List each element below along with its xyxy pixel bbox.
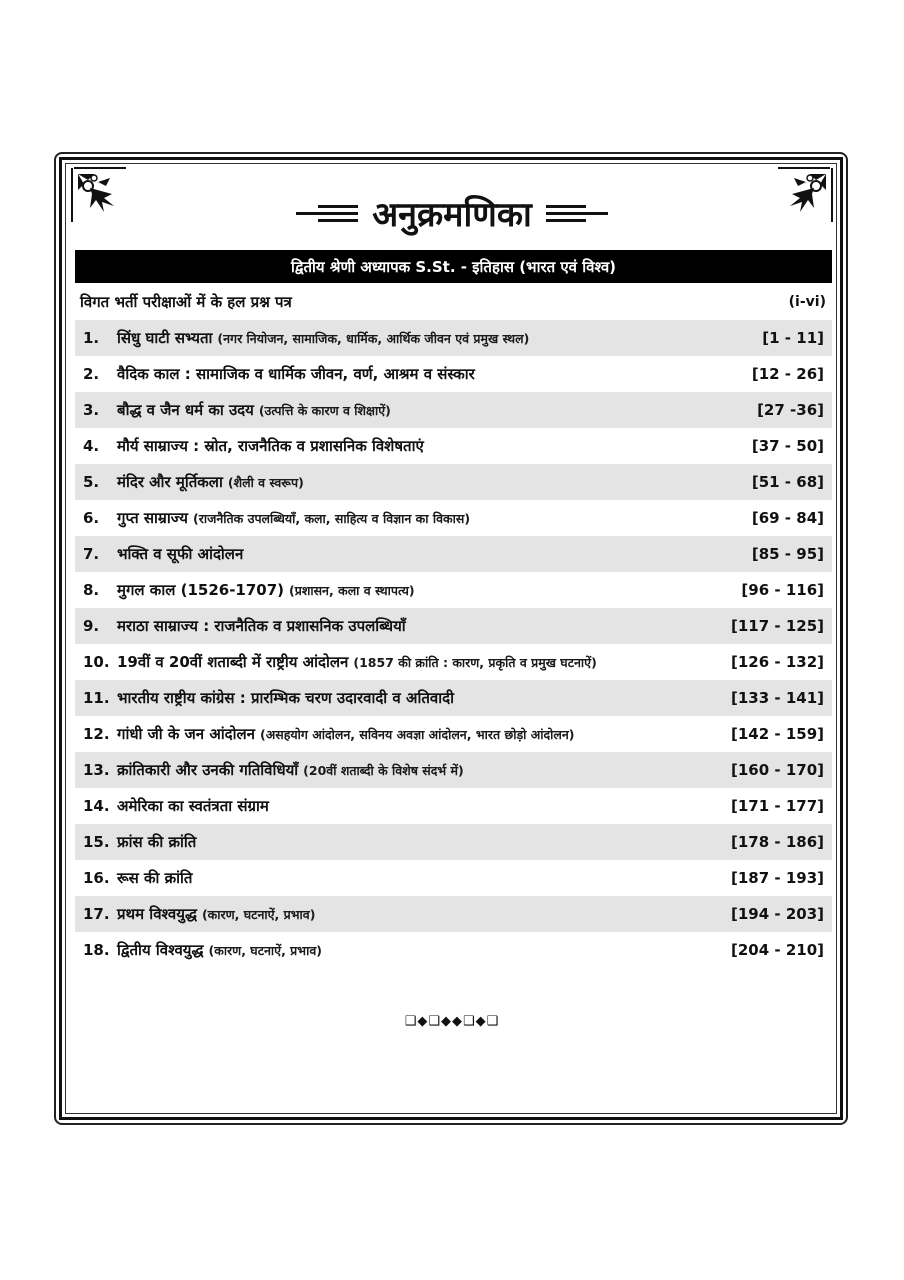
chapter-number: 17. bbox=[83, 905, 110, 923]
chapter-number: 1. bbox=[83, 329, 100, 347]
chapter-number: 18. bbox=[83, 941, 110, 959]
chapter-title: मंदिर और मूर्तिकला bbox=[117, 473, 223, 491]
chapter-number: 4. bbox=[83, 437, 100, 455]
toc-row[interactable] bbox=[75, 356, 832, 392]
chapter-subtitle: (1857 की क्रांति : कारण, प्रकृति व प्रमुख घटनाऐं) bbox=[353, 654, 597, 670]
chapter-title: गांधी जी के जन आंदोलन bbox=[117, 725, 255, 743]
previous-papers-pages: (i-vi) bbox=[788, 294, 826, 310]
toc-row[interactable] bbox=[75, 536, 832, 572]
chapter-pages: [51 - 68] bbox=[751, 473, 824, 491]
page-title-block bbox=[0, 188, 904, 238]
chapter-pages: [12 - 26] bbox=[751, 365, 824, 383]
subject-banner: द्वितीय श्रेणी अध्यापक S.St. - इतिहास (भारत एवं विश्व) bbox=[75, 250, 832, 283]
chapter-title: 19वीं व 20वीं शताब्दी में राष्ट्रीय आंदोलन bbox=[117, 653, 349, 671]
end-ornament: ❑◆❑◆◆❑◆❑ bbox=[404, 1014, 500, 1029]
chapter-number: 14. bbox=[83, 797, 110, 815]
toc-row[interactable] bbox=[75, 680, 832, 716]
title-left-rules bbox=[296, 205, 358, 222]
chapter-subtitle: (कारण, घटनाऐं, प्रभाव) bbox=[208, 942, 322, 958]
title-right-rules bbox=[546, 205, 608, 222]
chapter-title: मौर्य साम्राज्य : स्रोत, राजनैतिक व प्रशासनिक विशेषताएं bbox=[117, 437, 424, 455]
chapter-number: 9. bbox=[83, 617, 100, 635]
toc-row[interactable] bbox=[75, 716, 832, 752]
chapter-title: फ्रांस की क्रांति bbox=[117, 833, 197, 851]
chapter-title: भारतीय राष्ट्रीय कांग्रेस : प्रारम्भिक चरण उदारवादी व अतिवादी bbox=[117, 689, 454, 707]
toc-row[interactable] bbox=[75, 824, 832, 860]
chapter-subtitle: (नगर नियोजन, सामाजिक, धार्मिक, आर्थिक जीवन एवं प्रमुख स्थल) bbox=[217, 330, 530, 346]
chapter-pages: [27 -36] bbox=[757, 401, 824, 419]
chapter-title: भक्ति व सूफी आंदोलन bbox=[117, 545, 244, 563]
chapter-subtitle: (राजनैतिक उपलब्धियाँ, कला, साहित्य व विज्ञान का विकास) bbox=[193, 510, 471, 526]
toc-row[interactable] bbox=[75, 860, 832, 896]
page-title: अनुक्रमणिका bbox=[372, 195, 532, 235]
chapter-pages: [160 - 170] bbox=[730, 761, 824, 779]
chapter-number: 12. bbox=[83, 725, 110, 743]
toc-row[interactable] bbox=[75, 896, 832, 932]
toc-row[interactable] bbox=[75, 392, 832, 428]
chapter-title: अमेरिका का स्वतंत्रता संग्राम bbox=[117, 797, 269, 815]
chapter-pages: [69 - 84] bbox=[751, 509, 824, 527]
chapter-number: 8. bbox=[83, 581, 100, 599]
chapter-subtitle: (20वीं शताब्दी के विशेष संदर्भ में) bbox=[303, 762, 464, 778]
chapter-pages: [178 - 186] bbox=[730, 833, 824, 851]
chapter-pages: [142 - 159] bbox=[730, 725, 824, 743]
chapter-pages: [1 - 11] bbox=[762, 329, 824, 347]
toc-row[interactable] bbox=[75, 608, 832, 644]
chapter-pages: [187 - 193] bbox=[730, 869, 824, 887]
chapter-title: द्वितीय विश्वयुद्ध bbox=[117, 941, 204, 959]
chapter-subtitle: (कारण, घटनाऐं, प्रभाव) bbox=[201, 906, 316, 922]
chapter-title: रूस की क्रांति bbox=[117, 869, 193, 887]
chapter-pages: [133 - 141] bbox=[730, 689, 824, 707]
chapter-subtitle: (प्रशासन, कला व स्थापत्य) bbox=[289, 582, 415, 598]
chapter-title: क्रांतिकारी और उनकी गतिविधियाँ bbox=[117, 761, 299, 779]
toc-row[interactable] bbox=[75, 932, 832, 968]
chapter-title: सिंधु घाटी सभ्यता bbox=[117, 329, 213, 347]
toc-row[interactable] bbox=[75, 788, 832, 824]
chapter-number: 11. bbox=[83, 689, 110, 707]
toc-row[interactable] bbox=[75, 500, 832, 536]
chapter-number: 13. bbox=[83, 761, 110, 779]
chapter-subtitle: (शैली व स्वरूप) bbox=[227, 474, 304, 490]
previous-papers-label: विगत भर्ती परीक्षाओं में के हल प्रश्न पत्र bbox=[80, 293, 292, 311]
toc-row[interactable] bbox=[75, 752, 832, 788]
chapter-title: गुप्त साम्राज्य bbox=[117, 509, 188, 527]
toc-row[interactable] bbox=[75, 644, 832, 680]
chapter-number: 6. bbox=[83, 509, 100, 527]
chapter-number: 15. bbox=[83, 833, 110, 851]
chapter-title: मुगल काल (1526-1707) bbox=[117, 581, 285, 599]
toc-row[interactable] bbox=[75, 572, 832, 608]
toc-row[interactable] bbox=[75, 428, 832, 464]
toc-row[interactable] bbox=[75, 464, 832, 500]
chapter-pages: [96 - 116] bbox=[741, 581, 824, 599]
chapter-number: 10. bbox=[83, 653, 110, 671]
chapter-number: 16. bbox=[83, 869, 110, 887]
chapter-subtitle: (असहयोग आंदोलन, सविनय अवज्ञा आंदोलन, भारत छोड़ो आंदोलन) bbox=[260, 726, 575, 742]
chapter-title: बौद्ध व जैन धर्म का उदय bbox=[117, 401, 254, 419]
chapter-pages: [126 - 132] bbox=[730, 653, 824, 671]
chapter-title: मराठा साम्राज्य : राजनैतिक व प्रशासनिक उपलब्धियाँ bbox=[117, 617, 406, 635]
chapter-pages: [194 - 203] bbox=[730, 905, 824, 923]
chapter-title: प्रथम विश्वयुद्ध bbox=[117, 905, 197, 923]
toc-row[interactable] bbox=[75, 320, 832, 356]
chapter-pages: [117 - 125] bbox=[730, 617, 824, 635]
chapter-number: 5. bbox=[83, 473, 100, 491]
chapter-pages: [204 - 210] bbox=[730, 941, 824, 959]
table-of-contents bbox=[75, 320, 832, 968]
chapter-pages: [37 - 50] bbox=[751, 437, 824, 455]
chapter-subtitle: (उत्पत्ति के कारण व शिक्षाऐं) bbox=[258, 402, 391, 418]
chapter-title: वैदिक काल : सामाजिक व धार्मिक जीवन, वर्ण, आश्रम व संस्कार bbox=[117, 365, 475, 383]
previous-papers-row[interactable] bbox=[80, 288, 828, 316]
chapter-pages: [171 - 177] bbox=[730, 797, 824, 815]
chapter-number: 7. bbox=[83, 545, 100, 563]
chapter-pages: [85 - 95] bbox=[751, 545, 824, 563]
chapter-number: 3. bbox=[83, 401, 100, 419]
chapter-number: 2. bbox=[83, 365, 100, 383]
